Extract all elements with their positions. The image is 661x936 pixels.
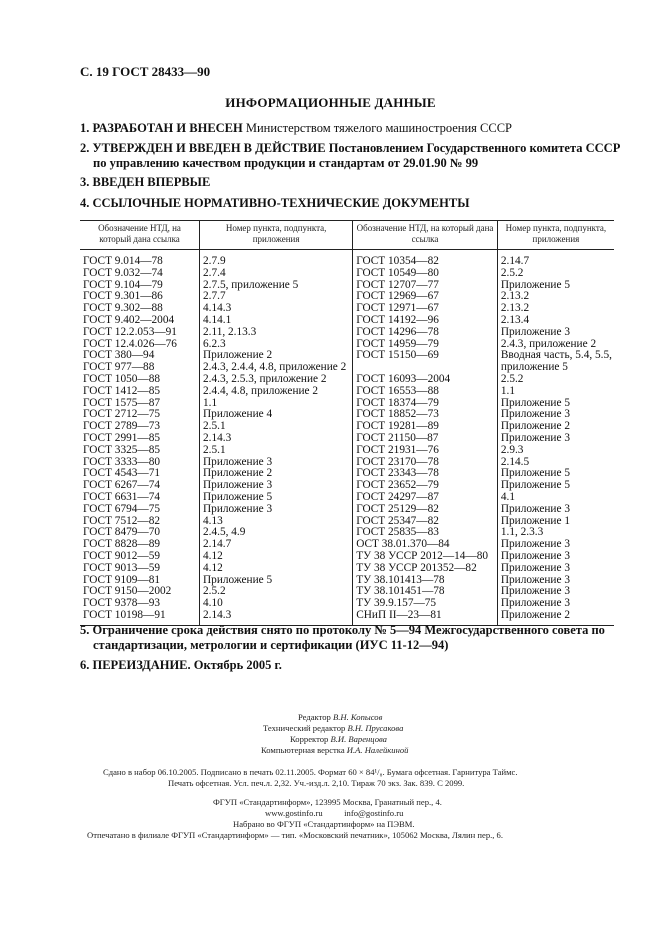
doc-designation-cell: ГОСТ 21150—87 xyxy=(353,433,498,445)
doc-designation-cell: ГОСТ 8828—89 xyxy=(80,539,200,551)
col-header-clause-left: Номер пункта, подпункта, приложения xyxy=(200,221,353,250)
doc-designation-cell: ГОСТ 2789—73 xyxy=(80,421,200,433)
clause-cell: Приложение 3 xyxy=(500,408,570,421)
doc-designation-cell: ГОСТ 10198—91 xyxy=(80,610,200,625)
table-row xyxy=(80,445,614,457)
clause-cell: 2.7.5, приложение 5 xyxy=(200,280,353,292)
col-header-clause-right: Номер пункта, подпункта, приложения xyxy=(497,221,614,250)
clause-cell: приложение 5 xyxy=(500,361,568,374)
doc-designation-cell: ТУ 38.101413—78 xyxy=(353,575,498,587)
doc-designation-cell: ГОСТ 4543—71 xyxy=(80,468,200,480)
table-row xyxy=(80,327,614,339)
doc-designation-cell: ГОСТ 9.402—2004 xyxy=(80,315,200,327)
doc-designation-cell: ГОСТ 10354—82 xyxy=(353,250,498,268)
clause-cell: Приложение 3 xyxy=(500,549,570,562)
col-header-doc-right: Обозначение НТД, на который дана ссылка xyxy=(353,221,498,250)
info-item-1: 1. РАЗРАБОТАН И ВНЕСЕН Министерством тяжелого машиностроения СССР xyxy=(80,121,513,135)
table-row xyxy=(80,386,614,398)
clause-cell: Приложение 3 xyxy=(500,431,570,444)
table-body xyxy=(80,250,614,626)
table-row xyxy=(80,315,614,327)
clause-cell: Приложение 3 xyxy=(500,561,570,574)
table-header-row xyxy=(80,221,614,250)
section-title: ИНФОРМАЦИОННЫЕ ДАННЫЕ xyxy=(225,95,436,110)
clause-cell: 2.4.4, 4.8, приложение 2 xyxy=(200,386,353,398)
imprint-line: Отпечатано в филиале ФГУП «Стандартинформ» — тип. «Московский печатник», 105062 Москва, Лялин пер., 6. xyxy=(87,830,504,840)
table-row xyxy=(80,504,614,516)
clause-cell: Приложение 5 xyxy=(200,492,353,504)
clause-cell: Приложение 2 xyxy=(500,420,570,433)
clause-cell: 2.11, 2.13.3 xyxy=(200,327,353,339)
info-item-2: 2. УТВЕРЖДЕН И ВВЕДЕН В ДЕЙСТВИЕ Постановлением Государственного комитета СССР по управлению качеством продукции и стандартам от 29.01.90 № 99 xyxy=(80,141,621,170)
table-row xyxy=(80,563,614,575)
clause-cell: Приложение 3 xyxy=(500,597,570,610)
doc-designation-cell: ГОСТ 9109—81 xyxy=(80,575,200,587)
doc-designation-cell: ГОСТ 1412—85 xyxy=(80,386,200,398)
page-header: С. 19 ГОСТ 28433—90 xyxy=(80,64,211,79)
doc-designation-cell: ГОСТ 12969—67 xyxy=(353,291,498,303)
doc-designation-cell: ГОСТ 19281—89 xyxy=(353,421,498,433)
clause-cell: 4.1 xyxy=(500,490,515,503)
doc-designation-cell: ГОСТ 25835—83 xyxy=(353,527,498,539)
doc-designation-cell: ГОСТ 16553—88 xyxy=(353,386,498,398)
table-row xyxy=(80,374,614,386)
clause-cell: 2.13.2 xyxy=(500,290,530,303)
clause-cell: 2.4.3, 2.5.3, приложение 2 xyxy=(200,374,353,386)
clause-cell: 2.5.1 xyxy=(200,445,353,457)
clause-cell: 2.9.3 xyxy=(500,443,524,456)
clause-cell: Приложение 3 xyxy=(200,504,353,516)
clause-cell: 2.13.4 xyxy=(500,313,530,326)
clause-cell: Приложение 4 xyxy=(200,409,353,421)
clause-cell: 4.10 xyxy=(200,598,353,610)
credit-layout: Компьютерная верстка И.А. Налейкиной xyxy=(261,745,409,755)
clause-cell: Приложение 3 xyxy=(200,457,353,469)
clause-cell: 1.1 xyxy=(500,384,515,397)
doc-designation-cell: ТУ 38 УССР 201352—82 xyxy=(353,563,498,575)
imprint-line: Набрано во ФГУП «Стандартинформ» на ПЭВМ. xyxy=(233,819,415,829)
doc-designation-cell: СНиП II—23—81 xyxy=(353,610,498,625)
clause-cell: 2.7.4 xyxy=(200,268,353,280)
doc-designation-cell: ГОСТ 3333—80 xyxy=(80,457,200,469)
table-row xyxy=(80,492,614,504)
doc-designation-cell: ГОСТ 1575—87 xyxy=(80,398,200,410)
clause-cell: Приложение 5 xyxy=(500,278,570,291)
clause-cell: 2.7.9 xyxy=(200,250,353,268)
doc-designation-cell: ГОСТ 2712—75 xyxy=(80,409,200,421)
doc-designation-cell: ГОСТ 25129—82 xyxy=(353,504,498,516)
doc-designation-cell: ГОСТ 977—88 xyxy=(80,362,200,374)
clause-cell: 2.14.7 xyxy=(200,539,353,551)
clause-cell: 1.1, 2.3.3 xyxy=(500,526,544,539)
clause-cell: Приложение 5 xyxy=(500,467,570,480)
doc-designation-cell: ГОСТ 7512—82 xyxy=(80,516,200,528)
clause-cell: 4.14.3 xyxy=(200,303,353,315)
credit-corrector: Корректор В.И. Варенцова xyxy=(290,734,387,744)
clause-cell: Приложение 3 xyxy=(500,538,570,551)
clause-cell: Приложение 3 xyxy=(500,573,570,586)
clause-cell: 2.7.7 xyxy=(200,291,353,303)
clause-cell: 1.1 xyxy=(200,398,353,410)
doc-designation-cell: ОСТ 38.01.370—84 xyxy=(353,539,498,551)
doc-designation-cell: ГОСТ 9.032—74 xyxy=(80,268,200,280)
doc-designation-cell: ГОСТ 9012—59 xyxy=(80,551,200,563)
clause-cell: Приложение 2 xyxy=(200,468,353,480)
doc-designation-cell: ГОСТ 23652—79 xyxy=(353,480,498,492)
doc-designation-cell: ГОСТ 18374—79 xyxy=(353,398,498,410)
doc-designation-cell: ГОСТ 21931—76 xyxy=(353,445,498,457)
clause-cell: 2.4.3, 2.4.4, 4.8, приложение 2 xyxy=(200,362,353,374)
doc-designation-cell: ГОСТ 12.2.053—91 xyxy=(80,327,200,339)
doc-designation-cell: ТУ 38 УССР 2012—14—80 xyxy=(353,551,498,563)
clause-cell: Приложение 1 xyxy=(500,514,570,527)
doc-designation-cell: ГОСТ 18852—73 xyxy=(353,409,498,421)
doc-designation-cell: ГОСТ 14296—78 xyxy=(353,327,498,339)
doc-designation-cell: ГОСТ 9150—2002 xyxy=(80,586,200,598)
clause-cell: Приложение 3 xyxy=(500,502,570,515)
doc-designation-cell: ГОСТ 9.302—88 xyxy=(80,303,200,315)
doc-designation-cell: ГОСТ 8479—70 xyxy=(80,527,200,539)
doc-designation-cell: ГОСТ 12.4.026—76 xyxy=(80,339,200,351)
doc-designation-cell: ГОСТ 23170—78 xyxy=(353,457,498,469)
table-row xyxy=(80,250,614,268)
clause-cell: Приложение 3 xyxy=(500,585,570,598)
clause-cell: 4.13 xyxy=(200,516,353,528)
info-item-4: 4. ССЫЛОЧНЫЕ НОРМАТИВНО-ТЕХНИЧЕСКИЕ ДОКУМЕНТЫ xyxy=(80,196,470,210)
clause-cell: 4.14.1 xyxy=(200,315,353,327)
table-row xyxy=(80,433,614,445)
doc-designation-cell: ГОСТ 6267—74 xyxy=(80,480,200,492)
clause-cell: 4.12 xyxy=(200,551,353,563)
doc-designation-cell: ГОСТ 9.014—78 xyxy=(80,250,200,268)
doc-designation-cell: ГОСТ 14192—96 xyxy=(353,315,498,327)
clause-cell: 2.13.2 xyxy=(500,302,530,315)
imprint-line: Сдано в набор 06.10.2005. Подписано в печать 02.11.2005. Формат 60 × 84¹/₈. Бумага офсетная. Гарнитура Таймс. xyxy=(103,767,518,777)
clause-cell: Приложение 3 xyxy=(200,480,353,492)
doc-designation-cell: ГОСТ 2991—85 xyxy=(80,433,200,445)
clause-cell: 2.14.3 xyxy=(200,433,353,445)
clause-cell: Приложение 5 xyxy=(500,396,570,409)
doc-designation-cell: ГОСТ 24297—87 xyxy=(353,492,498,504)
doc-designation-cell: ГОСТ 9.301—86 xyxy=(80,291,200,303)
clause-cell: Вводная часть, 5.4, 5.5, xyxy=(500,349,612,362)
doc-designation-cell: ГОСТ 1050—88 xyxy=(80,374,200,386)
doc-designation-cell: ГОСТ 10549—80 xyxy=(353,268,498,280)
clause-cell: 2.4.5, 4.9 xyxy=(200,527,353,539)
doc-designation-cell: ГОСТ 9378—93 xyxy=(80,598,200,610)
doc-designation-cell: ГОСТ 3325—85 xyxy=(80,445,200,457)
clause-cell: 6.2.3 xyxy=(200,339,353,351)
doc-designation-cell: ГОСТ 15150—69 xyxy=(353,350,498,362)
clause-cell: Приложение 5 xyxy=(200,575,353,587)
doc-designation-cell: ГОСТ 16093—2004 xyxy=(353,374,498,386)
doc-designation-cell: ТУ 39.9.157—75 xyxy=(353,598,498,610)
doc-designation-cell: ГОСТ 12707—77 xyxy=(353,280,498,292)
imprint-line: ФГУП «Стандартинформ», 123995 Москва, Гранатный пер., 4. xyxy=(213,797,442,807)
doc-designation-cell: ГОСТ 6631—74 xyxy=(80,492,200,504)
clause-cell: 2.5.2 xyxy=(500,372,524,385)
clause-cell: Приложение 5 xyxy=(500,479,570,492)
col-header-doc-left: Обозначение НТД, на который дана ссылка xyxy=(80,221,200,250)
doc-designation-cell: ГОСТ 380—94 xyxy=(80,350,200,362)
clause-cell: Приложение 3 xyxy=(500,325,570,338)
clause-cell: 2.14.3 xyxy=(200,610,353,625)
doc-designation-cell: ГОСТ 9.104—79 xyxy=(80,280,200,292)
clause-cell: 2.14.7 xyxy=(500,255,530,267)
clause-cell: 2.5.2 xyxy=(500,266,524,279)
table-row xyxy=(80,480,614,492)
doc-designation-cell: ГОСТ 9013—59 xyxy=(80,563,200,575)
credit-editor: Редактор В.Н. Копысов xyxy=(298,712,383,722)
info-item-6: 6. ПЕРЕИЗДАНИЕ. Октябрь 2005 г. xyxy=(80,658,282,672)
info-item-5: 5. Ограничение срока действия снято по протоколу № 5—94 Межгосударственного совета по стандартизации, метрологии и сертификации (ИУС 11-12—94) xyxy=(80,623,605,652)
imprint-line: Печать офсетная. Усл. печ.л. 2,32. Уч.-изд.л. 2,10. Тираж 70 экз. Зак. 839. С 2099. xyxy=(168,778,465,788)
clause-cell: 2.5.2 xyxy=(200,586,353,598)
doc-designation-cell: ГОСТ 12971—67 xyxy=(353,303,498,315)
clause-cell: 2.4.3, приложение 2 xyxy=(500,337,597,350)
doc-designation-cell: ГОСТ 6794—75 xyxy=(80,504,200,516)
credit-tech-editor: Технический редактор В.Н. Прусакова xyxy=(263,723,404,733)
doc-designation-cell: ГОСТ 23343—78 xyxy=(353,468,498,480)
clause-cell: Приложение 2 xyxy=(497,610,614,625)
clause-cell: 2.5.1 xyxy=(200,421,353,433)
reference-documents-table xyxy=(80,220,614,626)
clause-cell: Приложение 2 xyxy=(200,350,353,362)
doc-designation-cell: ГОСТ 25347—82 xyxy=(353,516,498,528)
table-row xyxy=(80,362,614,374)
info-item-3: 3. ВВЕДЕН ВПЕРВЫЕ xyxy=(80,175,211,189)
table-row xyxy=(80,268,614,280)
imprint-line: www.gostinfo.ru info@gostinfo.ru xyxy=(265,808,404,818)
clause-cell: 4.12 xyxy=(200,563,353,575)
table-row xyxy=(80,551,614,563)
clause-cell: 2.14.5 xyxy=(500,455,530,468)
doc-designation-cell: ГОСТ 14959—79 xyxy=(353,339,498,351)
doc-designation-cell: ТУ 38.101451—78 xyxy=(353,586,498,598)
